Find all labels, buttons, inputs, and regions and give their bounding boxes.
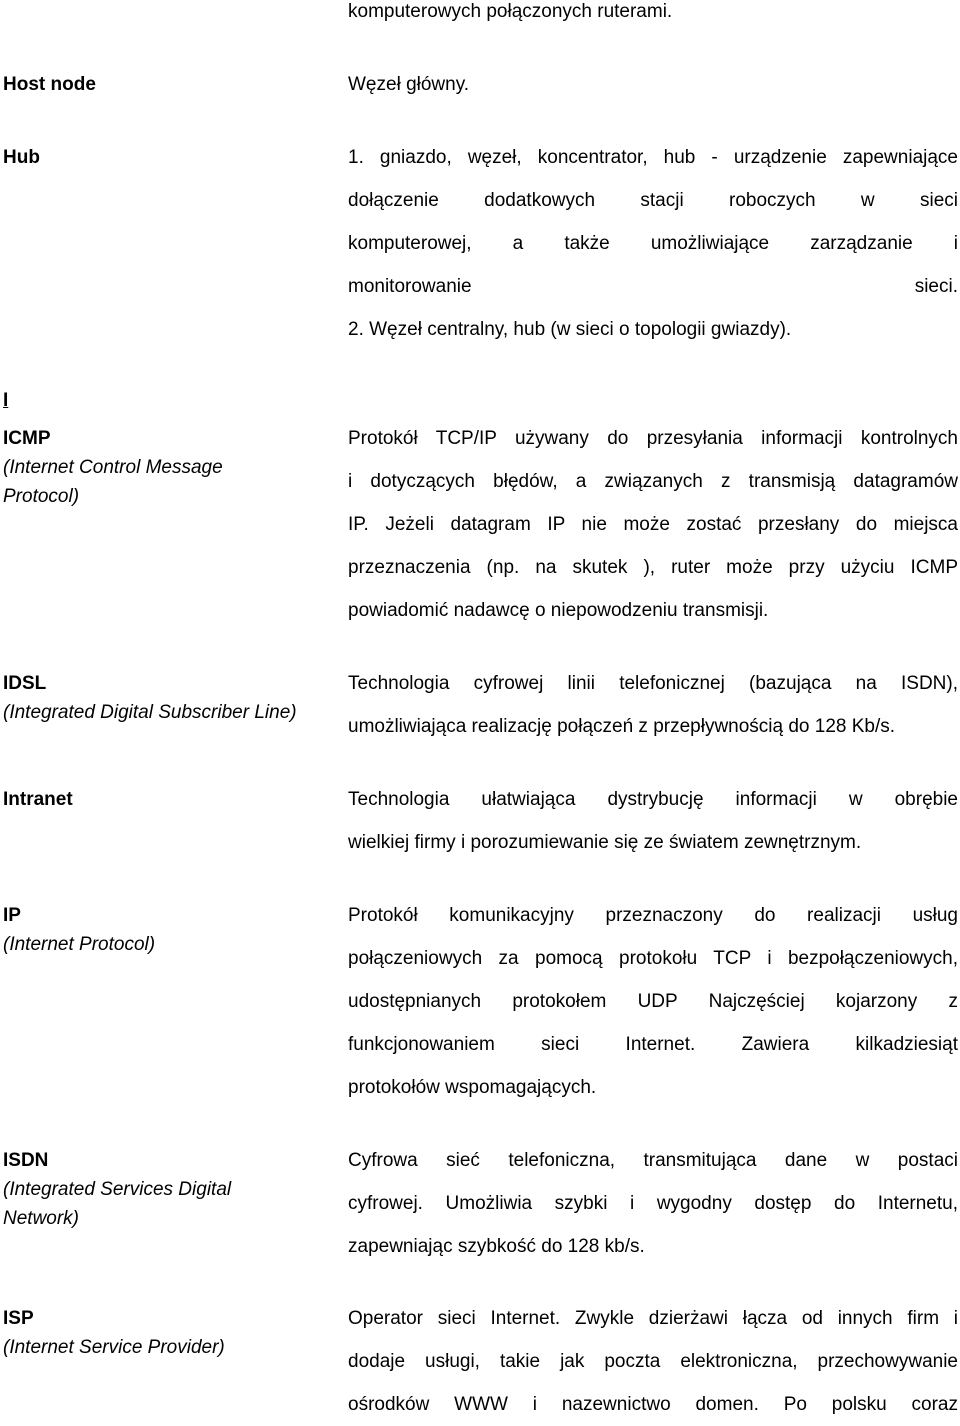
term-name: Hub bbox=[3, 147, 40, 168]
section-letter: I bbox=[3, 390, 9, 411]
glossary-term-intranet bbox=[3, 785, 73, 814]
term-name: ICMP bbox=[3, 428, 51, 449]
definition-isp: Operator sieci Internet. Zwykle dzierżawi łącza od innych firm i dodaje usługi, takie jak poczta elektroniczna, przechowywanie ośrodków WWW i nazewnictwo domen. Po polsku coraz bbox=[348, 1308, 958, 1415]
term-full-name: (Internet Control Message bbox=[3, 457, 223, 478]
term-full-name: (Internet Protocol) bbox=[3, 934, 156, 955]
definition-ip: Protokół komunikacyjny przeznaczony do realizacji usług połączeniowych za pomocą protokołu TCP i bezpołączeniowych, udostępnianych protokołem UDP Najczęściej kojarzony z funkcjonowaniem sieci Internet. Zawiera kilkadziesiąt protokołów wspomagających. bbox=[348, 905, 958, 1098]
glossary-term-icmp bbox=[3, 424, 223, 511]
term-full-name: (Integrated Digital Subscriber Line) bbox=[3, 702, 297, 723]
glossary-term-host-node bbox=[3, 70, 96, 99]
term-name: ISDN bbox=[3, 1150, 49, 1171]
glossary-term-hub bbox=[3, 143, 40, 172]
definition-host-node: Węzeł główny. bbox=[348, 74, 470, 95]
glossary-term-isp bbox=[3, 1304, 225, 1362]
term-full-name: (Integrated Services Digital bbox=[3, 1179, 232, 1200]
term-name: Host node bbox=[3, 74, 96, 95]
term-name: ISP bbox=[3, 1308, 34, 1329]
term-full-name: (Internet Service Provider) bbox=[3, 1337, 225, 1358]
term-name: IP bbox=[3, 905, 21, 926]
glossary-term-idsl bbox=[3, 669, 297, 727]
glossary-term-isdn bbox=[3, 1146, 231, 1233]
term-full-name-cont: Protocol) bbox=[3, 486, 80, 507]
term-name: Intranet bbox=[3, 789, 73, 810]
term-full-name-cont: Network) bbox=[3, 1208, 80, 1229]
glossary-term-ip bbox=[3, 901, 155, 959]
definition-isdn: Cyfrowa sieć telefoniczna, transmitująca dane w postaci cyfrowej. Umożliwia szybki i wygodny dostęp do Internetu, zapewniając szybkość do 128 kb/s. bbox=[348, 1150, 958, 1257]
definition-continuation: komputerowych połączonych ruterami. bbox=[348, 1, 673, 22]
definition-idsl: Technologia cyfrowej linii telefonicznej (bazująca na ISDN), umożliwiająca realizację połączeń z przepływnością do 128 Kb/s. bbox=[348, 673, 958, 737]
definition-intranet: Technologia ułatwiająca dystrybucję informacji w obrębie wielkiej firmy i porozumiewanie się ze światem zewnętrznym. bbox=[348, 789, 958, 853]
definition-hub: 1. gniazdo, węzeł, koncentrator, hub - urządzenie zapewniające dołączenie dodatkowych stacji roboczych w sieci komputerowej, a także umożliwiające zarządzanie i monitorowanie sieci. 2. Węzeł centralny, hub (w sieci o topologii gwiazdy). bbox=[348, 147, 958, 340]
definition-icmp: Protokół TCP/IP używany do przesyłania informacji kontrolnych i dotyczących błędów, a związanych z transmisją datagramów IP. Jeżeli datagram IP nie może zostać przesłany do miejsca przeznaczenia (np. na skutek ), ruter może przy użyciu ICMP powiadomić nadawcę o niepowodzeniu transmisji. bbox=[348, 428, 958, 621]
term-name: IDSL bbox=[3, 673, 47, 694]
